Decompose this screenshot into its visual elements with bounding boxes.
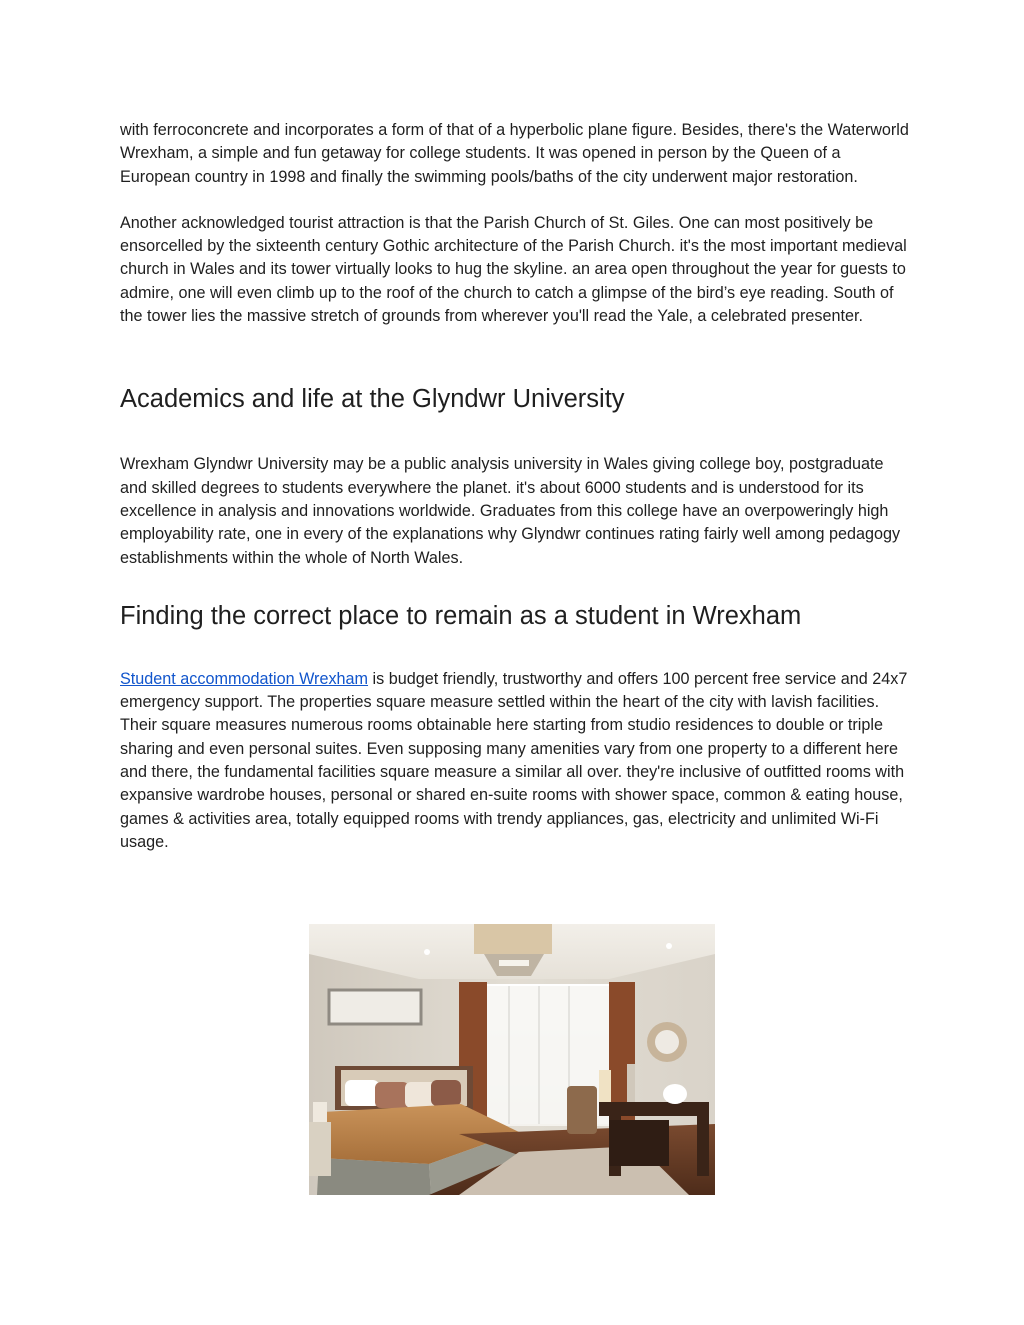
paragraph-glyndwr-university: Wrexham Glyndwr University may be a public analysis university in Wales giving college boy, postgraduate and skilled degrees to students everywhere the planet. it's about 6000 students and is understood for its excellence in analysis and innovations worldwide. Graduates from this college have an overpoweringly high employability rate, one in every of the explanations why Glyndwr continues rating fairly well among pedagogy establishments within the whole of North Wales. bbox=[120, 455, 901, 567]
paragraph-parish-church: Another acknowledged tourist attraction is that the Parish Church of St. Giles. One can most positively be ensorcelled by the sixteenth century Gothic architecture of the Parish Church. it's the most important medieval church in Wales and its tower virtually looks to hug the skyline. an area open throughout the year for guests to admire, one will even climb up to the roof of the church to catch a glimpse of the bird’s eye reading. South of the tower lies the massive stretch of grounds from wherever you'll read the Yale, a celebrated presenter. bbox=[120, 213, 907, 326]
paragraph-accommodation bbox=[120, 668, 910, 854]
student-accommodation-link[interactable]: Student accommodation Wrexham bbox=[120, 669, 369, 688]
document-body bbox=[120, 119, 910, 854]
heading-academics: Academics and life at the Glyndwr University bbox=[120, 385, 625, 414]
accommodation-text: is budget friendly, trustworthy and offers 100 percent free service and 24x7 emergency support. The properties square measure settled within the heart of the city with lavish facilities. Their square measures numerous rooms obtainable here starting from studio residences to double or triple sharing and even personal suites. Even supposing many amenities vary from one property to a different here and there, the fundamental facilities square measure a similar all over. they're inclusive of outfitted rooms with expansive wardrobe houses, personal or shared en-suite rooms with shower space, common & eating house, games & activities area, totally equipped rooms with trendy appliances, gas, electricity and unlimited Wi-Fi usage. bbox=[120, 669, 908, 851]
bedroom-photo bbox=[309, 924, 715, 1195]
heading-finding-place: Finding the correct place to remain as a student in Wrexham bbox=[120, 601, 802, 630]
paragraph-waterworld: with ferroconcrete and incorporates a form of that of a hyperbolic plane figure. Besides, there's the Waterworld Wrexham, a simple and fun getaway for college students. It was opened in person by the Queen of a European country in 1998 and finally the swimming pools/baths of the city underwent major restoration. bbox=[120, 121, 909, 186]
